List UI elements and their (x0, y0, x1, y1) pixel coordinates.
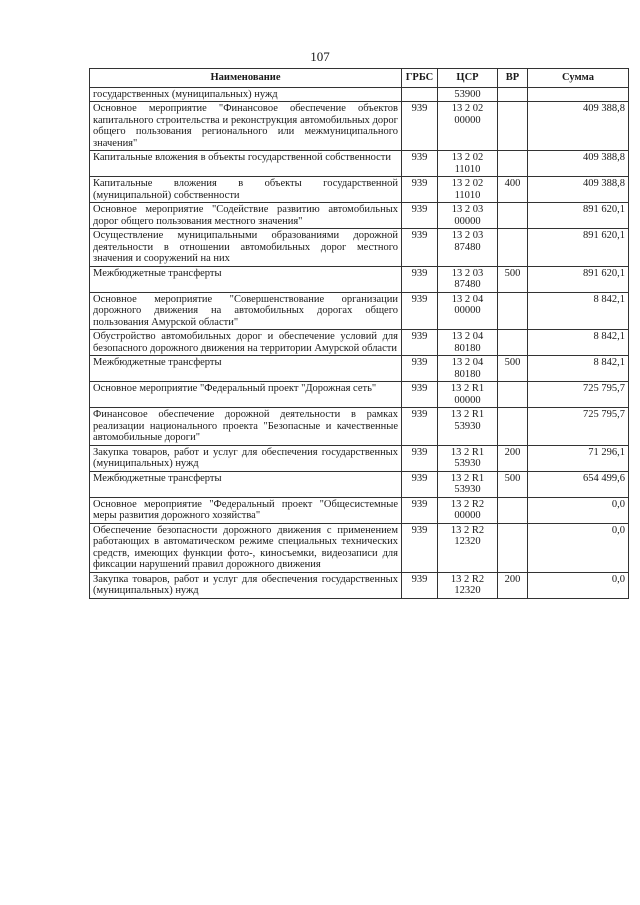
header-sum: Сумма (528, 69, 629, 88)
cell-name: Основное мероприятие "Финансовое обеспечение объектов капитального строительства и реконструкция автомобильных дорог общего пользования регионального или межмуниципального значения" (90, 102, 402, 151)
cell-name: Закупка товаров, работ и услуг для обеспечения государственных (муниципальных) нужд (90, 572, 402, 598)
cell-grbs: 939 (402, 177, 438, 203)
cell-sum: 0,0 (528, 497, 629, 523)
table-row (90, 203, 629, 229)
header-vr: ВР (498, 69, 528, 88)
cell-name: Основное мероприятие "Совершенствование организации дорожного движения на автомобильных дорогах общего пользования Амурской области" (90, 292, 402, 330)
table-row (90, 523, 629, 572)
cell-sum: 725 795,7 (528, 408, 629, 446)
cell-csr: 53900 (438, 87, 498, 102)
header-name: Наименование (90, 69, 402, 88)
page-number: 107 (310, 49, 330, 64)
cell-vr (498, 87, 528, 102)
cell-name: Межбюджетные трансферты (90, 266, 402, 292)
cell-name: Обустройство автомобильных дорог и обеспечение условий для безопасного дорожного движения на территории Амурской области (90, 330, 402, 356)
cell-csr: 13 2 02 11010 (438, 177, 498, 203)
cell-sum: 409 388,8 (528, 102, 629, 151)
cell-csr: 13 2 04 80180 (438, 330, 498, 356)
cell-vr (498, 151, 528, 177)
cell-vr: 500 (498, 356, 528, 382)
cell-vr (498, 203, 528, 229)
cell-grbs: 939 (402, 330, 438, 356)
cell-csr: 13 2 R2 00000 (438, 497, 498, 523)
cell-name: Капитальные вложения в объекты государственной собственности (90, 151, 402, 177)
cell-name: Межбюджетные трансферты (90, 471, 402, 497)
table-row (90, 445, 629, 471)
header-csr: ЦСР (438, 69, 498, 88)
cell-csr: 13 2 02 11010 (438, 151, 498, 177)
cell-grbs: 939 (402, 471, 438, 497)
cell-sum: 71 296,1 (528, 445, 629, 471)
cell-grbs: 939 (402, 356, 438, 382)
cell-vr (498, 523, 528, 572)
cell-vr: 200 (498, 572, 528, 598)
cell-vr (498, 408, 528, 446)
budget-table (89, 68, 629, 599)
table-row (90, 471, 629, 497)
cell-grbs: 939 (402, 203, 438, 229)
table-row (90, 266, 629, 292)
cell-sum: 8 842,1 (528, 330, 629, 356)
cell-vr (498, 292, 528, 330)
cell-csr: 13 2 R2 12320 (438, 572, 498, 598)
table-row (90, 408, 629, 446)
cell-sum: 654 499,6 (528, 471, 629, 497)
cell-csr: 13 2 04 80180 (438, 356, 498, 382)
cell-vr: 500 (498, 266, 528, 292)
cell-vr (498, 497, 528, 523)
cell-grbs (402, 87, 438, 102)
cell-sum: 891 620,1 (528, 203, 629, 229)
cell-sum: 891 620,1 (528, 266, 629, 292)
table-row (90, 229, 629, 267)
table-row (90, 356, 629, 382)
cell-csr: 13 2 R1 00000 (438, 382, 498, 408)
cell-grbs: 939 (402, 497, 438, 523)
table-row (90, 151, 629, 177)
cell-sum: 0,0 (528, 572, 629, 598)
cell-grbs: 939 (402, 572, 438, 598)
cell-grbs: 939 (402, 292, 438, 330)
cell-csr: 13 2 03 87480 (438, 229, 498, 267)
cell-grbs: 939 (402, 382, 438, 408)
cell-sum: 8 842,1 (528, 356, 629, 382)
table-header-row (90, 69, 629, 88)
table-row (90, 87, 629, 102)
table-row (90, 572, 629, 598)
cell-sum: 891 620,1 (528, 229, 629, 267)
header-grbs: ГРБС (402, 69, 438, 88)
cell-csr: 13 2 03 00000 (438, 203, 498, 229)
cell-name: Основное мероприятие "Федеральный проект "Дорожная сеть" (90, 382, 402, 408)
cell-grbs: 939 (402, 151, 438, 177)
table-row (90, 382, 629, 408)
cell-csr: 13 2 R2 12320 (438, 523, 498, 572)
cell-name: Обеспечение безопасности дорожного движения с применением работающих в автоматическом режиме специальных технических средств, имеющих функции фото-, киносъемки, видеозаписи для фиксации нарушений правил дорожного движения (90, 523, 402, 572)
cell-grbs: 939 (402, 229, 438, 267)
cell-sum: 725 795,7 (528, 382, 629, 408)
cell-name: Основное мероприятие "Федеральный проект "Общесистемные меры развития дорожного хозяйства" (90, 497, 402, 523)
cell-vr: 500 (498, 471, 528, 497)
cell-sum (528, 87, 629, 102)
table-row (90, 177, 629, 203)
cell-grbs: 939 (402, 102, 438, 151)
cell-name: Капитальные вложения в объекты государственной (муниципальной) собственности (90, 177, 402, 203)
cell-sum: 8 842,1 (528, 292, 629, 330)
cell-name: Закупка товаров, работ и услуг для обеспечения государственных (муниципальных) нужд (90, 445, 402, 471)
cell-vr: 400 (498, 177, 528, 203)
cell-csr: 13 2 R1 53930 (438, 445, 498, 471)
cell-vr: 200 (498, 445, 528, 471)
cell-name: Финансовое обеспечение дорожной деятельности в рамках реализации национального проекта "Безопасные и качественные автомобильные дороги" (90, 408, 402, 446)
cell-csr: 13 2 04 00000 (438, 292, 498, 330)
cell-grbs: 939 (402, 523, 438, 572)
cell-csr: 13 2 03 87480 (438, 266, 498, 292)
cell-sum: 409 388,8 (528, 151, 629, 177)
cell-vr (498, 229, 528, 267)
cell-vr (498, 382, 528, 408)
table-row (90, 102, 629, 151)
cell-csr: 13 2 R1 53930 (438, 408, 498, 446)
cell-csr: 13 2 02 00000 (438, 102, 498, 151)
cell-grbs: 939 (402, 408, 438, 446)
cell-name: Осуществление муниципальными образованиями дорожной деятельности в отношении автомобильных дорог местного значения и сооружений на них (90, 229, 402, 267)
cell-grbs: 939 (402, 445, 438, 471)
cell-grbs: 939 (402, 266, 438, 292)
cell-csr: 13 2 R1 53930 (438, 471, 498, 497)
table-row (90, 497, 629, 523)
table-row (90, 292, 629, 330)
cell-sum: 409 388,8 (528, 177, 629, 203)
cell-vr (498, 102, 528, 151)
table-row (90, 330, 629, 356)
cell-name: государственных (муниципальных) нужд (90, 87, 402, 102)
cell-sum: 0,0 (528, 523, 629, 572)
cell-name: Межбюджетные трансферты (90, 356, 402, 382)
cell-vr (498, 330, 528, 356)
cell-name: Основное мероприятие "Содействие развитию автомобильных дорог общего пользования местного значения" (90, 203, 402, 229)
